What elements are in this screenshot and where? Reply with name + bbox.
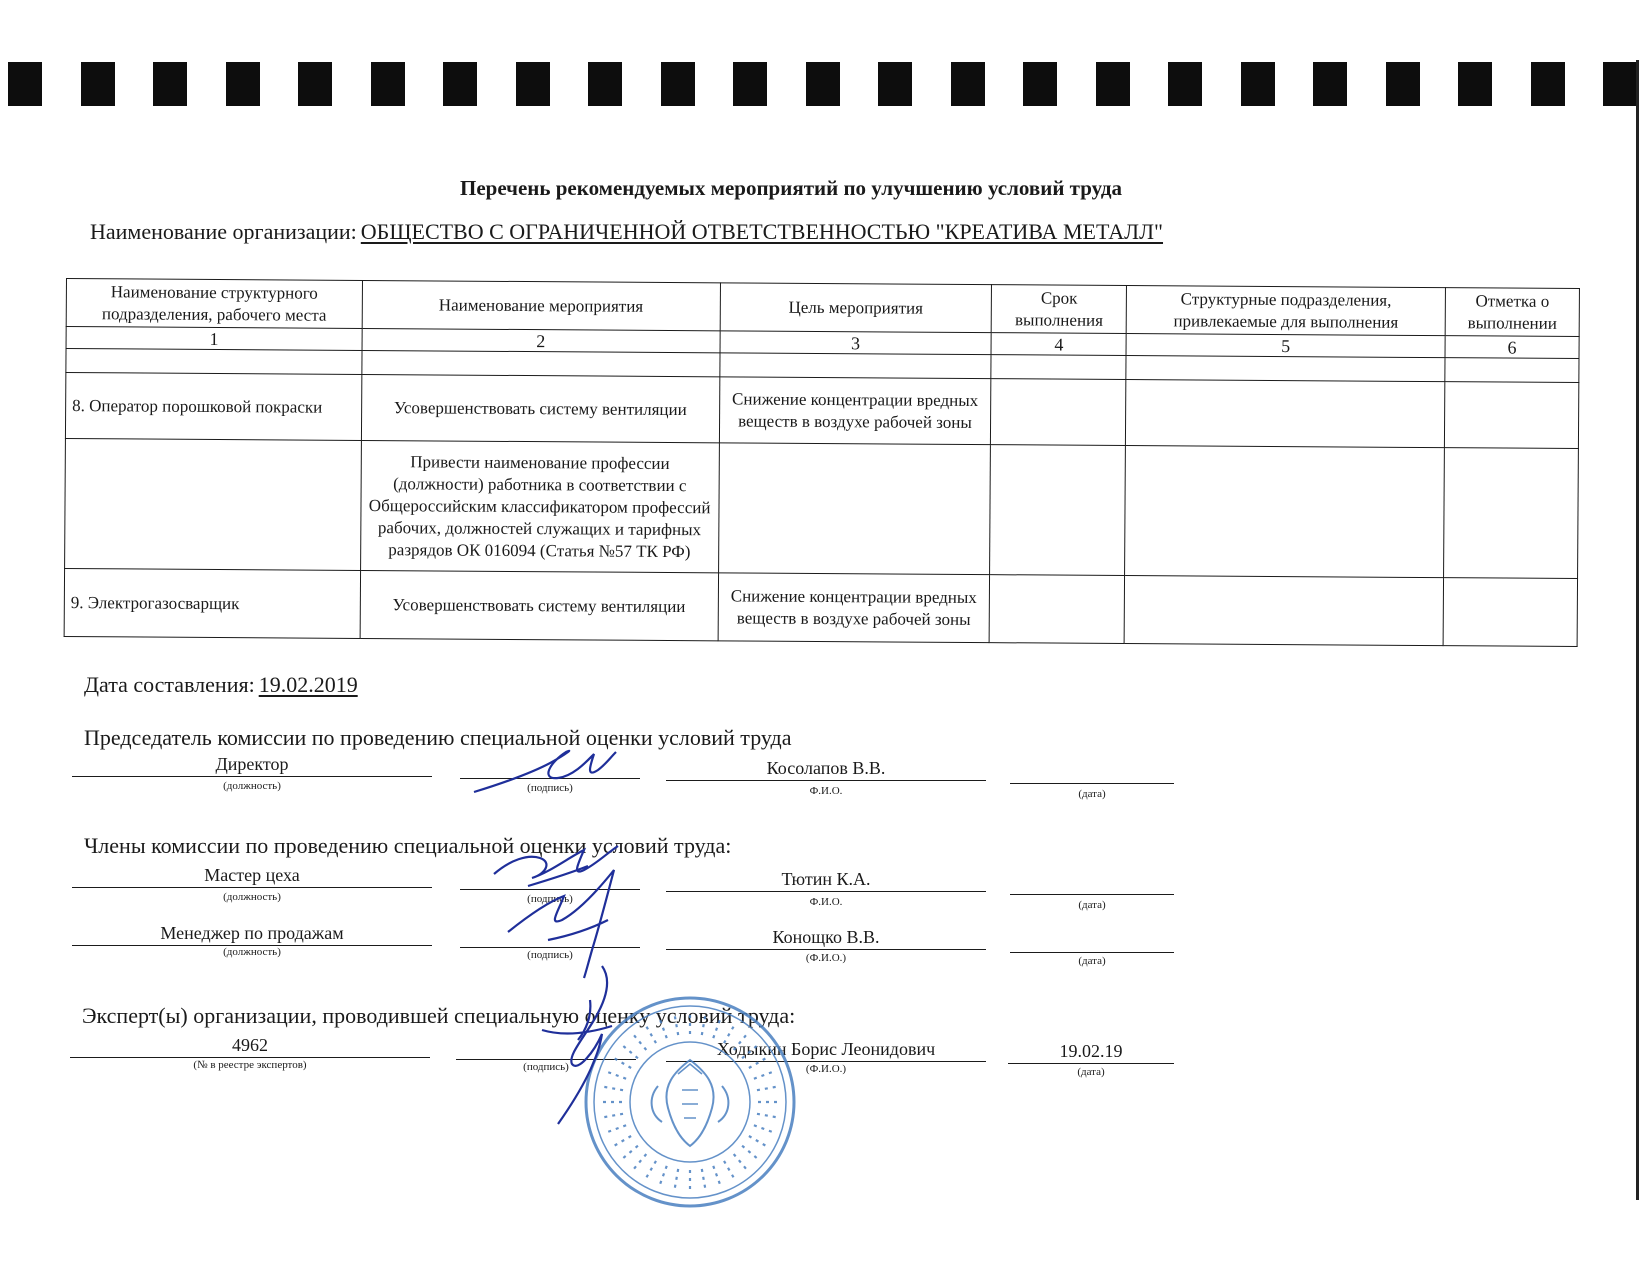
punch-hole xyxy=(298,62,332,106)
cell-departments xyxy=(1126,380,1445,448)
punch-hole xyxy=(1096,62,1130,106)
caption-signature: (подпись) xyxy=(527,782,573,794)
cell-goal: Снижение концентрации вредных веществ в воздухе рабочей зоны xyxy=(719,377,991,445)
expert-heading: Эксперт(ы) организации, проводившей специальную оценку условий труда: xyxy=(82,1003,796,1028)
member-1-name: Тютин К.А. xyxy=(666,868,986,892)
cell-measure: Усовершенствовать систему вентиляции xyxy=(361,374,719,442)
punch-hole xyxy=(1313,62,1347,106)
punch-hole xyxy=(1023,62,1057,106)
column-number: 2 xyxy=(362,328,720,352)
caption-signature: (подпись) xyxy=(527,949,573,961)
punch-hole xyxy=(371,62,405,106)
cell-mark xyxy=(1444,382,1578,449)
caption-position: (должность) xyxy=(223,891,281,903)
compilation-date-value: 19.02.2019 xyxy=(258,672,358,697)
cell-goal xyxy=(718,443,991,575)
measures-table xyxy=(64,278,1580,647)
punch-hole xyxy=(806,62,840,106)
caption-date: (дата) xyxy=(1077,1066,1105,1078)
punch-hole xyxy=(8,62,42,106)
punch-hole xyxy=(226,62,260,106)
cell-place xyxy=(65,438,362,570)
column-number: 4 xyxy=(991,333,1126,356)
table-row xyxy=(65,373,1578,449)
cell-departments xyxy=(1125,446,1445,578)
cell-term xyxy=(991,379,1126,446)
expert-signature-line xyxy=(456,1036,636,1060)
punch-hole xyxy=(733,62,767,106)
punch-hole xyxy=(516,62,550,106)
cell-mark xyxy=(1443,578,1577,647)
page-edge xyxy=(1636,60,1639,1200)
member-2-date-line xyxy=(1010,929,1174,953)
organization-line xyxy=(90,219,1167,245)
column-number: 3 xyxy=(720,331,992,355)
cell-departments xyxy=(1124,576,1443,646)
cell-term xyxy=(990,445,1126,576)
header-goal: Цель мероприятия xyxy=(720,283,992,333)
caption-fio: (Ф.И.О.) xyxy=(805,952,847,964)
document-title: Перечень рекомендуемых мероприятий по улучшению условий труда xyxy=(460,176,1122,200)
member-2-position: Менеджер по продажам xyxy=(72,922,432,946)
chairman-heading: Председатель комиссии по проведению специальной оценки условий труда xyxy=(84,725,792,750)
punch-hole xyxy=(1531,62,1565,106)
chairman-signature-line xyxy=(460,755,640,779)
cell-goal: Снижение концентрации вредных веществ в воздухе рабочей зоны xyxy=(718,573,990,643)
members-heading: Члены комиссии по проведению специальной оценки условий труда: xyxy=(84,833,732,858)
compilation-date-label: Дата составления: xyxy=(84,672,255,697)
punch-hole xyxy=(81,62,115,106)
cell-place: 9. Электрогазосварщик xyxy=(64,568,360,638)
punch-hole-strip xyxy=(8,62,1648,110)
header-mark: Отметка о выполнении xyxy=(1445,288,1579,337)
punch-hole xyxy=(588,62,622,106)
punch-hole xyxy=(661,62,695,106)
caption-date: (дата) xyxy=(1078,899,1106,911)
punch-hole xyxy=(1603,62,1637,106)
caption-registry: (№ в реестре экспертов) xyxy=(193,1059,307,1071)
caption-fio: Ф.И.О. xyxy=(809,785,843,797)
punch-hole xyxy=(1241,62,1275,106)
caption-date: (дата) xyxy=(1078,788,1106,800)
member-1-signature-line xyxy=(460,866,640,890)
organization-label: Наименование организации: xyxy=(90,219,357,244)
caption-position: (должность) xyxy=(223,780,281,792)
punch-hole xyxy=(153,62,187,106)
expert-date: 19.02.19 xyxy=(1008,1040,1174,1064)
table-row xyxy=(65,438,1579,578)
punch-hole xyxy=(878,62,912,106)
organization-name: ОБЩЕСТВО С ОГРАНИЧЕННОЙ ОТВЕТСТВЕННОСТЬЮ "КРЕАТИВА МЕТАЛЛ" xyxy=(360,219,1164,244)
caption-signature: (подпись) xyxy=(523,1061,569,1073)
punch-hole xyxy=(1168,62,1202,106)
cell-term xyxy=(989,575,1124,644)
member-2-name: Конощко В.В. xyxy=(666,926,986,950)
member-1-position: Мастер цеха xyxy=(72,864,432,888)
member-1-date-line xyxy=(1010,871,1174,895)
table-row xyxy=(64,568,1577,646)
caption-fio: (Ф.И.О.) xyxy=(805,1063,847,1075)
cell-mark xyxy=(1444,448,1579,579)
chairman-name: Косолапов В.В. xyxy=(666,757,986,781)
punch-hole xyxy=(443,62,477,106)
expert-name: Ходыкин Борис Леонидович xyxy=(666,1038,986,1062)
chairman-position: Директор xyxy=(72,753,432,777)
chairman-date-line xyxy=(1010,760,1174,784)
column-number: 6 xyxy=(1445,336,1579,359)
expert-registry-number: 4962 xyxy=(70,1034,430,1058)
header-measure: Наименование мероприятия xyxy=(362,280,720,330)
header-term: Срок выполнения xyxy=(991,285,1126,334)
header-place: Наименование структурного подразделения, рабочего места xyxy=(66,279,362,329)
compilation-date-line xyxy=(84,672,366,698)
punch-hole xyxy=(1386,62,1420,106)
header-departments: Структурные подразделения, привлекаемые для выполнения xyxy=(1126,286,1445,336)
punch-hole xyxy=(1458,62,1492,106)
cell-measure: Привести наименование профессии (должности) работника в соответствии с Общероссийским классификатором профессий рабочих, должностей служащих и тарифных разрядов ОК 016094 (Статья №57 ТК РФ) xyxy=(360,440,719,572)
column-number: 1 xyxy=(66,327,362,351)
cell-measure: Усовершенствовать систему вентиляции xyxy=(360,570,718,640)
column-number: 5 xyxy=(1126,334,1445,358)
caption-date: (дата) xyxy=(1078,955,1106,967)
member-2-signature-line xyxy=(460,924,640,948)
caption-fio: Ф.И.О. xyxy=(809,896,843,908)
punch-hole xyxy=(951,62,985,106)
cell-place: 8. Оператор порошковой покраски xyxy=(65,373,361,441)
caption-position: (должность) xyxy=(223,946,281,958)
caption-signature: (подпись) xyxy=(527,893,573,905)
